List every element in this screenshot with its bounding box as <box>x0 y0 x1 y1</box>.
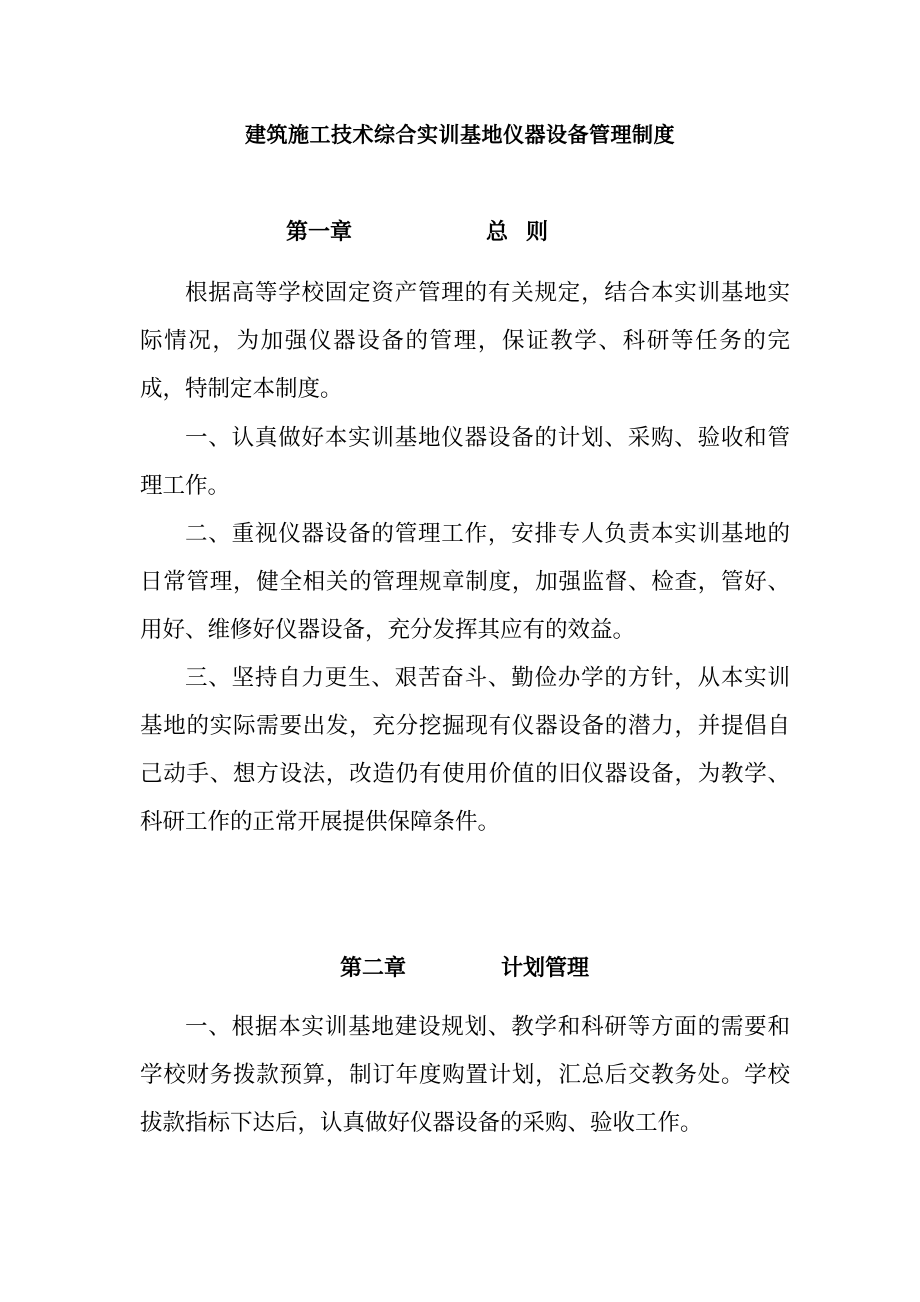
chapter-1-number: 第一章 <box>286 219 353 245</box>
chapter-2-number: 第二章 <box>340 955 407 981</box>
chapter-2-name: 计划管理 <box>501 955 590 981</box>
chapter-1-paragraph-intro: 根据高等学校固定资产管理的有关规定，结合本实训基地实际情况，为加强仪器设备的管理，保证教学、科研等任务的完成，特制定本制度。 <box>140 280 790 402</box>
chapter-1-paragraph-item-1: 一、认真做好本实训基地仪器设备的计划、采购、验收和管理工作。 <box>140 425 790 499</box>
chapter-1-heading <box>0 215 920 249</box>
chapter-1-paragraph-item-2: 二、重视仪器设备的管理工作，安排专人负责本实训基地的日常管理，健全相关的管理规章制度，加强监督、检查，管好、用好、维修好仪器设备，充分发挥其应有的效益。 <box>140 521 790 643</box>
chapter-2-heading <box>0 951 920 985</box>
chapter-2-paragraph-item-1: 一、根据本实训基地建设规划、教学和科研等方面的需要和学校财务拨款预算，制订年度购置计划，汇总后交教务处。学校拔款指标下达后，认真做好仪器设备的采购、验收工作。 <box>140 1014 790 1136</box>
document-title: 建筑施工技术综合实训基地仪器设备管理制度 <box>245 122 675 147</box>
chapter-1-paragraph-item-3: 三、坚持自力更生、艰苦奋斗、勤俭办学的方针，从本实训基地的实际需要出发，充分挖掘现有仪器设备的潜力，并提倡自己动手、想方设法，改造仍有使用价值的旧仪器设备，为教学、科研工作的正常开展提供保障条件。 <box>140 665 790 835</box>
chapter-1-name: 总则 <box>486 219 567 245</box>
